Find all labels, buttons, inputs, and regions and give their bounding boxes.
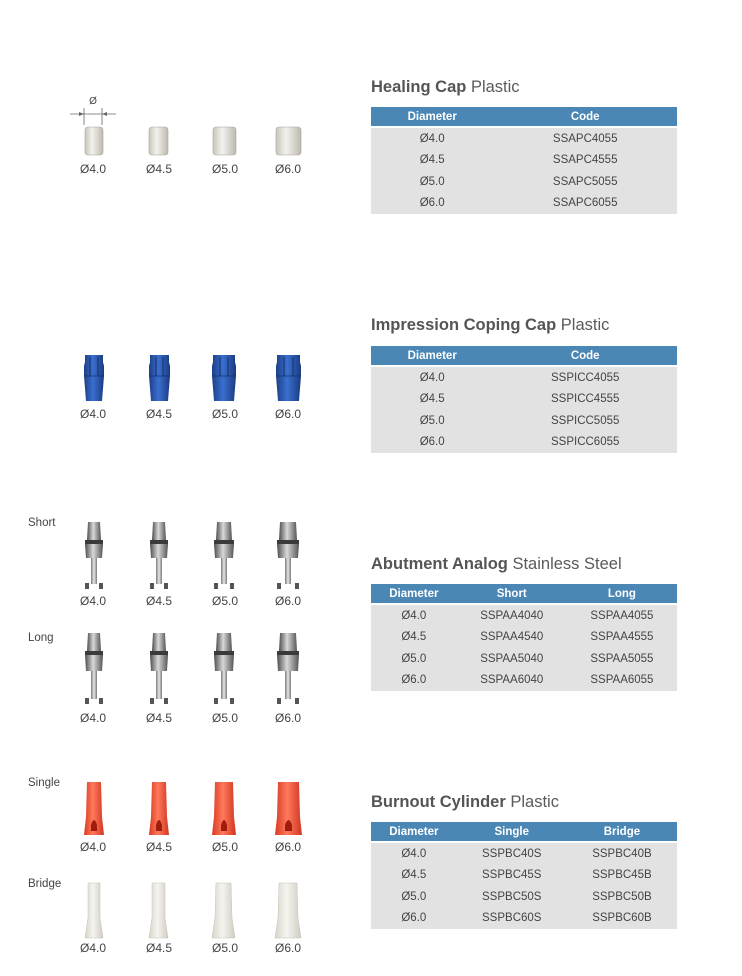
table-header: Diameter (371, 346, 493, 366)
burnout-row-label-bridge: Bridge (28, 878, 62, 890)
table-row (371, 648, 677, 670)
healing-cap-label: Ø4.5 (145, 162, 172, 176)
table-cell: Ø4.0 (371, 604, 457, 627)
burnout-single-4-0-image (83, 781, 105, 837)
table-row (371, 886, 677, 908)
table-row (371, 627, 677, 649)
table-row (371, 842, 677, 865)
table-cell: SSPAA4055 (567, 604, 677, 627)
table-cell: SSPBC45B (567, 865, 677, 887)
healing-cap-4-0-image (84, 126, 104, 156)
table-cell: Ø6.0 (371, 908, 457, 930)
table-cell: SSAPC4555 (493, 150, 677, 172)
analog-long-label: Ø5.0 (211, 711, 238, 725)
section-title-bold: Healing Cap (371, 78, 467, 96)
table-row (371, 604, 677, 627)
analog-long-label: Ø4.5 (145, 711, 172, 725)
analog-row-label-short: Short (28, 517, 56, 529)
table-cell: Ø4.5 (371, 865, 457, 887)
section-title-material: Stainless Steel (512, 555, 622, 573)
table-row (371, 127, 677, 150)
section-title-material: Plastic (470, 78, 520, 96)
analog-short-5-0-image (211, 520, 237, 592)
analog-long-label: Ø4.0 (79, 711, 106, 725)
table-header: Code (493, 346, 677, 366)
analog-long-label: Ø6.0 (274, 711, 301, 725)
burnout-single-label: Ø6.0 (274, 840, 301, 854)
healing-cap-table (371, 107, 677, 214)
table-row (371, 410, 677, 432)
table-cell: Ø6.0 (371, 670, 457, 692)
impression-coping-cap-label: Ø4.0 (79, 407, 106, 421)
analog-short-4-0-image (82, 520, 106, 592)
abutment-analog-table (371, 584, 677, 691)
table-cell: SSPAA4555 (567, 627, 677, 649)
burnout-bridge-6-0-image (274, 882, 302, 940)
table-row (371, 171, 677, 193)
table-cell: Ø5.0 (371, 648, 457, 670)
burnout-bridge-4-0-image (84, 882, 104, 940)
analog-short-label: Ø4.0 (79, 594, 106, 608)
burnout-bridge-5-0-image (211, 882, 236, 940)
analog-long-4-5-image (147, 631, 171, 707)
table-cell: SSPAA5040 (457, 648, 567, 670)
analog-long-4-0-image (82, 631, 106, 707)
table-cell: SSPAA4040 (457, 604, 567, 627)
table-cell: Ø5.0 (371, 886, 457, 908)
table-cell: SSAPC6055 (493, 193, 677, 215)
section-title-bold: Impression Coping Cap (371, 316, 557, 334)
healing-cap-label: Ø5.0 (211, 162, 238, 176)
table-header: Short (457, 584, 567, 604)
impression-coping-cap-label: Ø4.5 (145, 407, 172, 421)
impression-coping-cap-6-0-image (274, 354, 303, 402)
diameter-dimension-icon (68, 92, 120, 126)
section-title-bold: Abutment Analog (371, 555, 508, 573)
analog-short-6-0-image (274, 520, 302, 592)
table-cell: SSPICC5055 (493, 410, 677, 432)
table-cell: SSPICC6055 (493, 432, 677, 454)
healing-cap-title (371, 78, 520, 97)
abutment-analog-title (371, 555, 622, 574)
analog-long-5-0-image (211, 631, 237, 707)
table-cell: SSPAA6055 (567, 670, 677, 692)
burnout-cylinder-title (371, 793, 559, 812)
table-cell: Ø4.5 (371, 150, 493, 172)
table-cell: SSPBC60S (457, 908, 567, 930)
table-cell: Ø6.0 (371, 193, 493, 215)
burnout-cylinder-table (371, 822, 677, 929)
table-cell: SSPICC4055 (493, 366, 677, 389)
burnout-row-label-single: Single (28, 777, 60, 789)
table-row (371, 193, 677, 215)
table-header: Long (567, 584, 677, 604)
table-row (371, 865, 677, 887)
table-cell: SSPBC40S (457, 842, 567, 865)
table-row (371, 150, 677, 172)
analog-short-4-5-image (147, 520, 171, 592)
burnout-bridge-label: Ø5.0 (211, 941, 238, 955)
table-row (371, 389, 677, 411)
impression-coping-cap-table (371, 346, 677, 453)
table-row (371, 432, 677, 454)
healing-cap-label: Ø4.0 (79, 162, 106, 176)
table-row (371, 366, 677, 389)
table-header-row (371, 107, 677, 127)
healing-cap-6-0-image (275, 126, 302, 156)
table-header-row (371, 346, 677, 366)
table-cell: Ø4.0 (371, 127, 493, 150)
table-header: Code (493, 107, 677, 127)
table-cell: SSPAA6040 (457, 670, 567, 692)
table-header-row (371, 584, 677, 604)
table-cell: Ø4.0 (371, 366, 493, 389)
burnout-single-5-0-image (211, 781, 237, 837)
burnout-single-label: Ø4.5 (145, 840, 172, 854)
table-header: Diameter (371, 822, 457, 842)
burnout-bridge-label: Ø4.5 (145, 941, 172, 955)
healing-cap-5-0-image (212, 126, 237, 156)
table-cell: SSPBC45S (457, 865, 567, 887)
table-row (371, 908, 677, 930)
table-row (371, 670, 677, 692)
table-cell: SSPBC50B (567, 886, 677, 908)
table-cell: SSPBC60B (567, 908, 677, 930)
impression-coping-cap-title (371, 316, 609, 335)
table-header-row (371, 822, 677, 842)
table-cell: SSPBC40B (567, 842, 677, 865)
table-header: Single (457, 822, 567, 842)
analog-short-label: Ø6.0 (274, 594, 301, 608)
table-cell: Ø4.0 (371, 842, 457, 865)
table-cell: Ø4.5 (371, 389, 493, 411)
analog-long-6-0-image (274, 631, 302, 707)
burnout-single-label: Ø5.0 (211, 840, 238, 854)
section-title-bold: Burnout Cylinder (371, 793, 506, 811)
table-cell: Ø6.0 (371, 432, 493, 454)
table-header: Diameter (371, 584, 457, 604)
table-cell: Ø5.0 (371, 410, 493, 432)
impression-coping-cap-4-0-image (82, 354, 106, 402)
burnout-bridge-4-5-image (148, 882, 169, 940)
healing-cap-4-5-image (148, 126, 169, 156)
burnout-bridge-label: Ø6.0 (274, 941, 301, 955)
burnout-bridge-label: Ø4.0 (79, 941, 106, 955)
table-cell: Ø4.5 (371, 627, 457, 649)
section-title-material: Plastic (560, 316, 610, 334)
section-title-material: Plastic (510, 793, 559, 811)
table-header: Bridge (567, 822, 677, 842)
dimension-symbol: Ø (89, 96, 97, 107)
table-cell: SSPAA4540 (457, 627, 567, 649)
analog-short-label: Ø4.5 (145, 594, 172, 608)
burnout-single-4-5-image (148, 781, 170, 837)
table-cell: SSAPC5055 (493, 171, 677, 193)
table-cell: SSAPC4055 (493, 127, 677, 150)
impression-coping-cap-label: Ø6.0 (274, 407, 301, 421)
table-header: Diameter (371, 107, 493, 127)
healing-cap-label: Ø6.0 (274, 162, 301, 176)
burnout-single-label: Ø4.0 (79, 840, 106, 854)
analog-row-label-long: Long (28, 632, 54, 644)
table-cell: SSPICC4555 (493, 389, 677, 411)
table-cell: SSPBC50S (457, 886, 567, 908)
impression-coping-cap-4-5-image (147, 354, 172, 402)
table-cell: SSPAA5055 (567, 648, 677, 670)
analog-short-label: Ø5.0 (211, 594, 238, 608)
impression-coping-cap-5-0-image (210, 354, 238, 402)
impression-coping-cap-label: Ø5.0 (211, 407, 238, 421)
burnout-single-6-0-image (274, 781, 303, 837)
table-cell: Ø5.0 (371, 171, 493, 193)
